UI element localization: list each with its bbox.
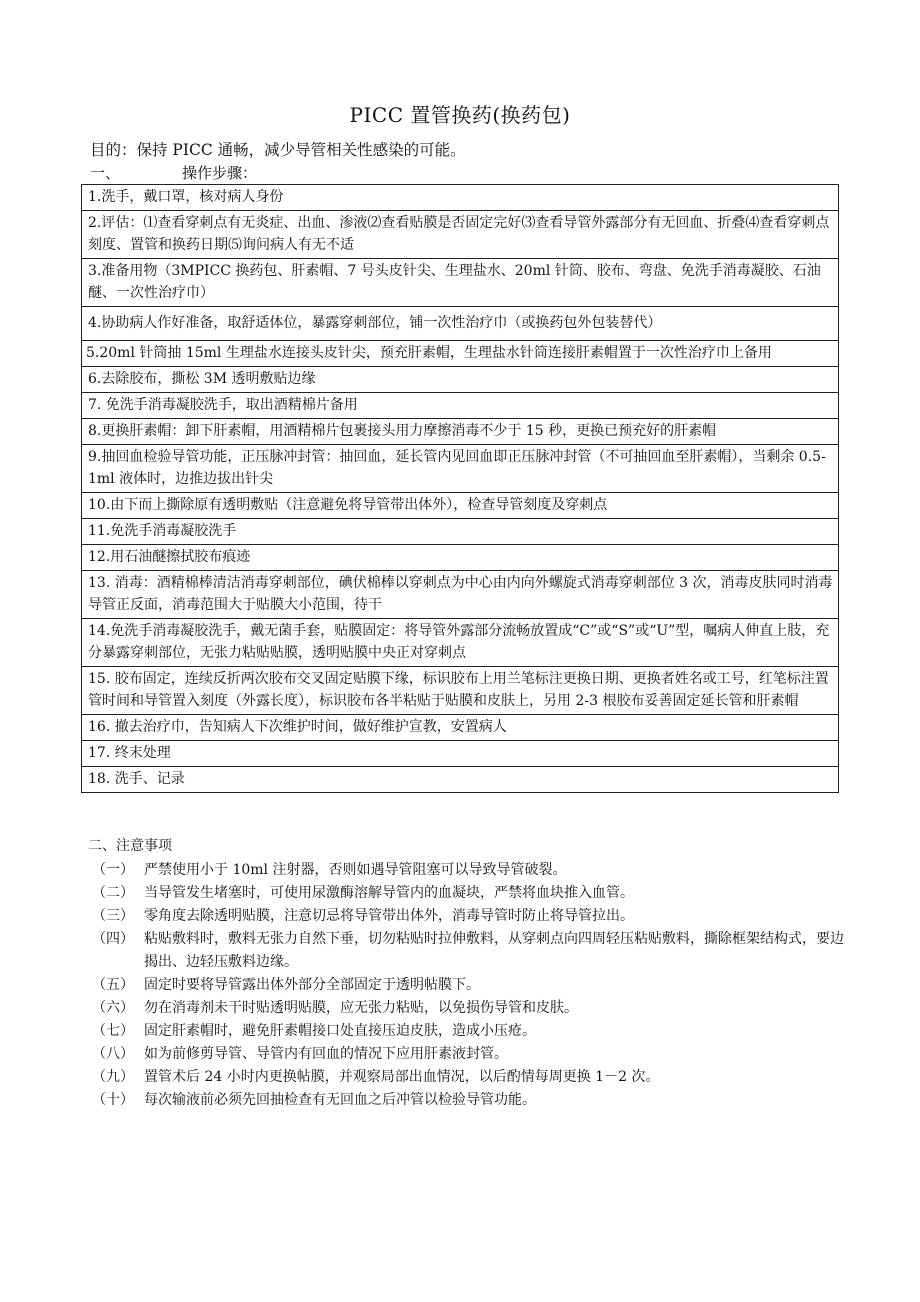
list-item [92, 882, 852, 905]
note-marker: （六） [92, 1000, 134, 1016]
notes-list [92, 859, 852, 1112]
note-text: 置管术后 24 小时内更换帖膜，并观察局部出血情况，以后酌情每周更换 1－2 次。 [144, 1069, 660, 1085]
table-row [82, 767, 839, 793]
section-2-heading: 二、注意事项 [88, 838, 172, 854]
step-cell-7: 7. 免洗手消毒凝胶洗手，取出酒精棉片备用 [82, 393, 839, 419]
step-cell-16: 16. 撤去治疗巾，告知病人下次维护时间，做好维护宣教，安置病人 [82, 715, 839, 741]
step-cell-13: 13. 消毒：酒精棉棒清洁消毒穿刺部位，碘伏棉棒以穿刺点为中心由内向外螺旋式消毒穿刺部位 3 次，消毒皮肤同时消毒导管正反面，消毒范围大于贴膜大小范围，待干 [82, 571, 839, 619]
table-row [82, 571, 839, 619]
note-text: 每次输液前必须先回抽检查有无回血之后冲管以检验导管功能。 [144, 1092, 536, 1108]
steps-table [81, 184, 839, 793]
list-item [92, 997, 852, 1020]
step-cell-9: 9.抽回血检验导管功能，正压脉冲封管：抽回血，延长管内见回血即正压脉冲封管（不可抽回血至肝素帽），当剩余 0.5-1ml 液体时，边推边拔出针尖 [82, 445, 839, 493]
table-row [82, 545, 839, 571]
section-1-title: 操作步骤： [182, 164, 258, 182]
step-cell-18: 18. 洗手、记录 [82, 767, 839, 793]
table-row [82, 185, 839, 211]
note-text: 零角度去除透明贴膜，注意切忌将导管带出体外，消毒导管时防止将导管拉出。 [144, 908, 634, 924]
note-marker: （三） [92, 908, 134, 924]
note-marker: （十） [92, 1092, 134, 1108]
note-marker: （四） [92, 931, 134, 947]
note-marker: （九） [92, 1069, 134, 1085]
step-cell-6: 6.去除胶布，撕松 3M 透明敷贴边缘 [82, 367, 839, 393]
table-row [82, 367, 839, 393]
note-text: 当导管发生堵塞时，可使用尿激酶溶解导管内的血凝块，严禁将血块推入血管。 [144, 885, 634, 901]
note-marker: （七） [92, 1023, 134, 1039]
list-item [92, 1066, 852, 1089]
table-row [82, 445, 839, 493]
purpose-line: 目的：保持 PICC 通畅，减少导管相关性感染的可能。 [90, 141, 466, 159]
document-title: PICC 置管换药(换药包) [349, 103, 571, 127]
note-marker: （八） [92, 1046, 134, 1062]
table-row [82, 715, 839, 741]
step-cell-10: 10.由下而上撕除原有透明敷贴（注意避免将导管带出体外），检查导管刻度及穿刺点 [82, 493, 839, 519]
list-item [92, 1089, 852, 1112]
table-row [82, 741, 839, 767]
table-row [82, 419, 839, 445]
list-item [92, 1020, 852, 1043]
note-marker: （五） [92, 977, 134, 993]
note-marker: （二） [92, 885, 134, 901]
step-cell-15: 15. 胶布固定，连续反折两次胶布交叉固定贴膜下缘，标识胶布上用兰笔标注更换日期、更换者姓名或工号，红笔标注置管时间和导管置入刻度（外露长度），标识胶布各半粘贴于贴膜和皮肤上，另用 2-3 根胶布妥善固定延长管和肝素帽 [82, 667, 839, 715]
list-item [92, 859, 852, 882]
list-item [92, 1043, 852, 1066]
table-row [82, 341, 839, 367]
table-row [82, 211, 839, 259]
list-item [92, 974, 852, 997]
step-cell-12: 12.用石油醚擦拭胶布痕迹 [82, 545, 839, 571]
note-text: 固定时要将导管露出体外部分全部固定于透明帖膜下。 [144, 977, 480, 993]
table-row [82, 619, 839, 667]
note-text: 勿在消毒剂未干时贴透明贴膜，应无张力粘贴，以免损伤导管和皮肤。 [144, 1000, 578, 1016]
section-1-number: 一、 [90, 164, 121, 182]
step-cell-14: 14.免洗手消毒凝胶洗手，戴无菌手套，贴膜固定：将导管外露部分流畅放置成“C”或“S”或“U”型，嘱病人伸直上肢，充分暴露穿刺部位，无张力粘贴贴膜，透明贴膜中央正对穿刺点 [82, 619, 839, 667]
step-cell-1: 1.洗手，戴口罩，核对病人身份 [82, 185, 839, 211]
table-row [82, 519, 839, 545]
note-text: 固定肝素帽时，避免肝素帽接口处直接压迫皮肤，造成小压疮。 [144, 1023, 536, 1039]
step-cell-17: 17. 终末处理 [82, 741, 839, 767]
table-row [82, 393, 839, 419]
table-row [82, 259, 839, 307]
step-cell-2: 2.评估：⑴查看穿刺点有无炎症、出血、渗液⑵查看贴膜是否固定完好⑶查看导管外露部分有无回血、折叠⑷查看穿刺点刻度、置管和换药日期⑸询问病人有无不适 [82, 211, 839, 259]
step-cell-5: 5.20ml 针筒抽 15ml 生理盐水连接头皮针尖，预充肝素帽，生理盐水针筒连接肝素帽置于一次性治疗巾上备用 [82, 341, 839, 367]
step-cell-11: 11.免洗手消毒凝胶洗手 [82, 519, 839, 545]
note-text: 如为前修剪导管、导管内有回血的情况下应用肝素液封管。 [144, 1046, 508, 1062]
list-item [92, 928, 852, 974]
list-item [92, 905, 852, 928]
step-cell-8: 8.更换肝素帽：卸下肝素帽，用酒精棉片包裹接头用力摩擦消毒不少于 15 秒，更换已预充好的肝素帽 [82, 419, 839, 445]
table-row [82, 667, 839, 715]
step-cell-3: 3.准备用物（3MPICC 换药包、肝素帽、7 号头皮针尖、生理盐水、20ml 针筒、胶布、弯盘、免洗手消毒凝胶、石油醚、一次性治疗巾） [82, 259, 839, 307]
table-row [82, 493, 839, 519]
note-text: 粘贴敷料时，敷料无张力自然下垂，切勿粘贴时拉伸敷料，从穿刺点向四周轻压粘贴敷料，撕除框架结构式，要边揭出、边轻压敷料边缘。 [144, 931, 844, 970]
note-text: 严禁使用小于 10ml 注射器，否则如遇导管阻塞可以导致导管破裂。 [144, 862, 567, 878]
note-marker: （一） [92, 862, 134, 878]
step-cell-4: 4.协助病人作好准备，取舒适体位，暴露穿刺部位，铺一次性治疗巾（或换药包外包装替代） [82, 307, 839, 341]
table-row [82, 307, 839, 341]
section-1-heading [90, 162, 850, 184]
